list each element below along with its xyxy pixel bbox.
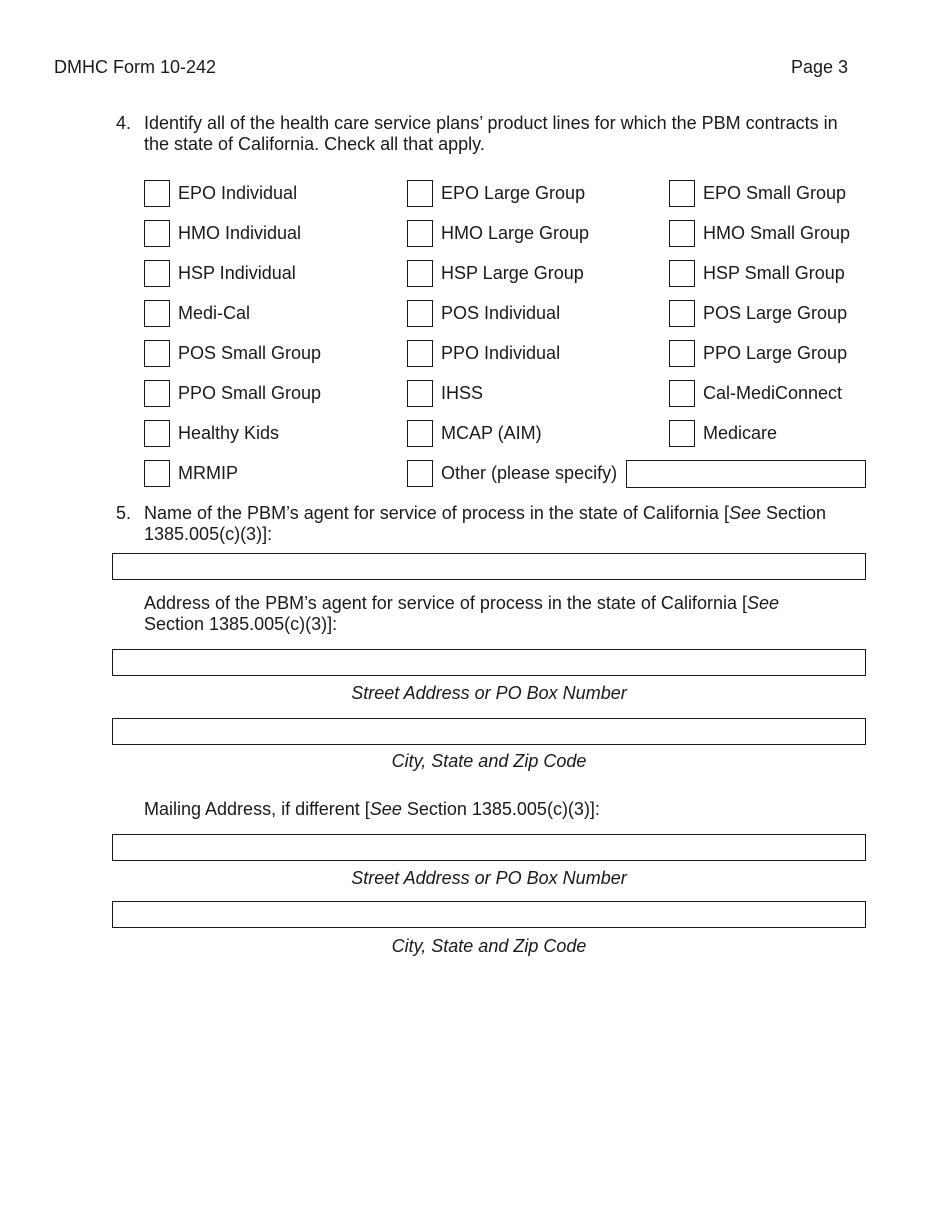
checkbox-medicare[interactable] <box>669 420 695 447</box>
checkbox-ppo-small-group[interactable] <box>144 380 170 407</box>
mailing-address-prompt: Mailing Address, if different [See Section 1385.005(c)(3)]: <box>144 799 600 819</box>
label-epo-individual: EPO Individual <box>178 183 298 203</box>
checkbox-hsp-large-group[interactable] <box>407 260 433 287</box>
checkbox-hmo-individual[interactable] <box>144 220 170 247</box>
question-4-text: Identify all of the health care service plans’ product lines for which the PBM contracts in the state of California. Check all that apply. <box>144 113 838 154</box>
checkbox-other[interactable] <box>407 460 433 487</box>
checkbox-epo-small-group[interactable] <box>669 180 695 207</box>
label-hsp-large-group: HSP Large Group <box>441 263 584 283</box>
mailing-city-caption: City, State and Zip Code <box>391 936 587 956</box>
checkbox-ihss[interactable] <box>407 380 433 407</box>
checkbox-pos-large-group[interactable] <box>669 300 695 327</box>
label-medicare: Medicare <box>703 423 778 443</box>
label-epo-small-group: EPO Small Group <box>703 183 847 203</box>
label-ppo-small-group: PPO Small Group <box>178 383 322 403</box>
checkbox-healthy-kids[interactable] <box>144 420 170 447</box>
question-4 <box>116 113 856 157</box>
label-cal-mediconnect: Cal-MediConnect <box>703 383 843 403</box>
checkbox-hsp-individual[interactable] <box>144 260 170 287</box>
checkbox-hsp-small-group[interactable] <box>669 260 695 287</box>
agent-city-input[interactable] <box>112 718 866 745</box>
label-healthy-kids: Healthy Kids <box>178 423 280 443</box>
label-pos-large-group: POS Large Group <box>703 303 848 323</box>
mailing-city-input[interactable] <box>112 901 866 928</box>
checkbox-epo-individual[interactable] <box>144 180 170 207</box>
question-5-text: Name of the PBM’s agent for service of process in the state of California [See Section 1385.005(c)(3)]: <box>144 503 827 544</box>
agent-street-caption: Street Address or PO Box Number <box>351 683 627 703</box>
page-number: Page 3 <box>791 57 849 77</box>
mailing-street-caption: Street Address or PO Box Number <box>351 868 627 888</box>
checkbox-cal-mediconnect[interactable] <box>669 380 695 407</box>
label-hmo-small-group: HMO Small Group <box>703 223 851 243</box>
question-5 <box>116 503 856 547</box>
other-specify-input[interactable] <box>626 460 866 488</box>
label-hsp-individual: HSP Individual <box>178 263 296 283</box>
agent-name-input[interactable] <box>112 553 866 580</box>
checkbox-hmo-large-group[interactable] <box>407 220 433 247</box>
checkbox-medi-cal[interactable] <box>144 300 170 327</box>
label-ihss: IHSS <box>441 383 484 403</box>
label-ppo-individual: PPO Individual <box>441 343 561 363</box>
label-medi-cal: Medi-Cal <box>178 303 251 323</box>
agent-address-prompt: Address of the PBM’s agent for service of process in the state of California [See Section 1385.005(c)(3)]: <box>144 593 779 634</box>
checkbox-epo-large-group[interactable] <box>407 180 433 207</box>
agent-street-input[interactable] <box>112 649 866 676</box>
checkbox-pos-individual[interactable] <box>407 300 433 327</box>
checkbox-mrmip[interactable] <box>144 460 170 487</box>
checkbox-mcap-aim[interactable] <box>407 420 433 447</box>
checkbox-ppo-individual[interactable] <box>407 340 433 367</box>
label-epo-large-group: EPO Large Group <box>441 183 586 203</box>
checkbox-hmo-small-group[interactable] <box>669 220 695 247</box>
label-hmo-individual: HMO Individual <box>178 223 302 243</box>
checkbox-pos-small-group[interactable] <box>144 340 170 367</box>
label-hmo-large-group: HMO Large Group <box>441 223 590 243</box>
checkbox-ppo-large-group[interactable] <box>669 340 695 367</box>
mailing-street-input[interactable] <box>112 834 866 861</box>
label-pos-individual: POS Individual <box>441 303 561 323</box>
label-hsp-small-group: HSP Small Group <box>703 263 845 283</box>
label-mrmip: MRMIP <box>178 463 238 483</box>
form-id: DMHC Form 10-242 <box>54 57 217 77</box>
question-5-number: 5. <box>116 503 132 523</box>
label-pos-small-group: POS Small Group <box>178 343 322 363</box>
label-other: Other (please specify) <box>441 463 618 483</box>
question-4-number: 4. <box>116 113 132 133</box>
label-ppo-large-group: PPO Large Group <box>703 343 848 363</box>
agent-city-caption: City, State and Zip Code <box>391 751 587 771</box>
label-mcap-aim: MCAP (AIM) <box>441 423 542 443</box>
